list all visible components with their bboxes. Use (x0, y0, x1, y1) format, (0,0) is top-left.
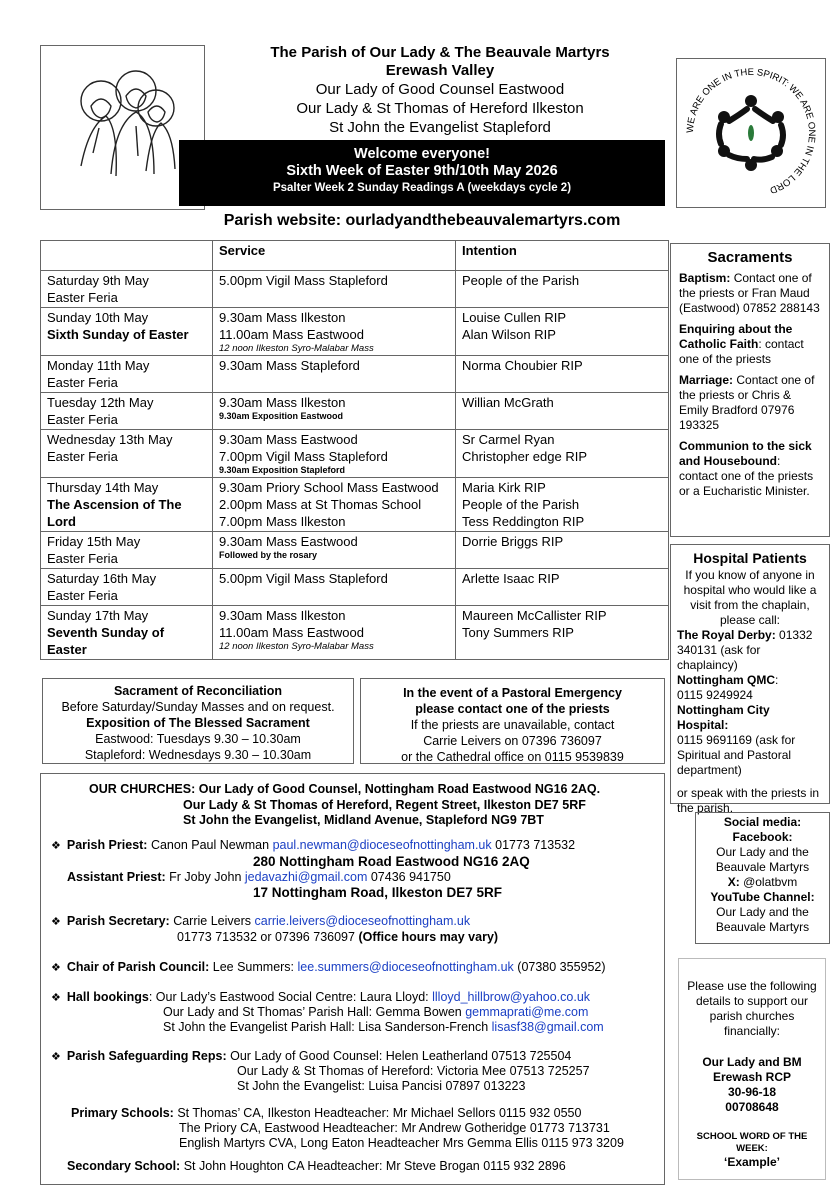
primary-schools-line-3: English Martyrs CVA, Long Eaton Headteacher Mrs Gemma Ellis 0115 973 3209 (179, 1136, 624, 1150)
sacraments-box (670, 243, 830, 537)
service-cell (213, 606, 456, 660)
hall2-text: Our Lady and St Thomas’ Parish Hall: Gemma Bowen (163, 1005, 462, 1019)
day-cell (41, 393, 213, 430)
intention-item: Norma Choubier RIP (462, 358, 583, 373)
service-note: 12 noon Ilkeston Syro-Malabar Mass (219, 343, 374, 354)
intention-item: Louise Cullen RIP (462, 310, 567, 325)
finance-box (678, 958, 826, 1180)
hall3-email-link[interactable]: lisasf38@gmail.com (491, 1020, 604, 1034)
exposition-title: Exposition of The Blessed Sacrament (86, 716, 310, 730)
pp-label: Parish Priest: (66, 838, 148, 852)
derby-text: 01332 340131 (ask for chaplaincy) (677, 628, 813, 672)
table-row (41, 271, 669, 308)
service-item: 7.00pm Vigil Mass Stapleford (219, 449, 388, 464)
intention-cell (456, 430, 669, 478)
intention-item: Arlette Isaac RIP (462, 571, 560, 586)
assistant-priest-line (67, 870, 451, 885)
qmc-text: 0115 9249924 (677, 688, 753, 702)
account-name: Our Lady and BM Erewash RCP (702, 1055, 802, 1084)
day-label: Sunday 10th May (47, 310, 149, 325)
service-cell (213, 430, 456, 478)
chair-label: Chair of Parish Council: (66, 960, 210, 974)
ap-address: 17 Nottingham Road, Ilkeston DE7 5RF (253, 885, 503, 900)
col-header-day (41, 241, 213, 271)
day-cell (41, 356, 213, 393)
intention-item: Dorrie Briggs RIP (462, 534, 564, 549)
welcome-banner (179, 140, 665, 206)
feast-label: Seventh Sunday of Easter (47, 625, 165, 657)
region-name: Erewash Valley (385, 62, 495, 79)
schedule-body (41, 271, 669, 660)
feast-label: Easter Feria (47, 290, 118, 305)
x-handle[interactable]: @olatbvm (743, 875, 798, 889)
primary-schools-line-1 (71, 1106, 581, 1121)
x-line (700, 875, 825, 890)
facebook-link[interactable]: Our Lady and the Beauvale Martyrs (715, 845, 810, 874)
sacrament-marriage (679, 373, 821, 433)
bullet-icon: ❖ (51, 1051, 61, 1063)
hall1-email-link[interactable]: llloyd_hillbrow@yahoo.co.uk (432, 990, 591, 1004)
churches-contacts-box (40, 773, 665, 1185)
ap-name: Fr Joby John (169, 870, 242, 884)
school-word: ‘Example’ (723, 1155, 781, 1169)
sec-email-link[interactable]: carrie.leivers@dioceseofnottingham.uk (254, 914, 471, 928)
parish-secretary-line (51, 914, 470, 930)
social-media-box (695, 812, 830, 944)
baptism-label: Baptism: (679, 271, 731, 285)
service-item: 5.00pm Vigil Mass Stapleford (219, 273, 388, 288)
table-header-row (41, 241, 669, 271)
intention-item: Maria Kirk RIP (462, 480, 546, 495)
hall-line-1 (51, 990, 590, 1006)
service-note: 12 noon Ilkeston Syro-Malabar Mass (219, 641, 374, 652)
emergency-line-2: Carrie Leivers on 07396 736097 (423, 734, 602, 748)
church-eastwood: Our Lady of Good Counsel Eastwood (315, 81, 565, 98)
intention-item: Christopher edge RIP (462, 449, 588, 464)
service-cell (213, 356, 456, 393)
secondary-school-line (67, 1159, 566, 1174)
hospital-box (670, 544, 830, 815)
day-cell (41, 430, 213, 478)
service-item: 9.30am Mass Ilkeston (219, 310, 346, 325)
marriage-text: Contact one of the priests or Chris & Emily Bradford 07976 193325 (679, 373, 815, 432)
sec-hours: (Office hours may vary) (358, 930, 499, 944)
safeguarding-line-3: St John the Evangelist: Luisa Pancisi 07897 013223 (237, 1079, 526, 1093)
intention-item: People of the Parish (462, 273, 580, 288)
enquiring-text: : contact one of the priests (679, 337, 804, 366)
exposition-eastwood: Eastwood: Tuesdays 9.30 – 10.30am (95, 732, 301, 746)
churches-line-3: St John the Evangelist, Midland Avenue, Stapleford NG9 7BT (183, 813, 544, 827)
parish-website[interactable]: Parish website: ourladyandthebeauvalemartyrs.com (223, 212, 621, 229)
sacraments-title: Sacraments (707, 249, 793, 266)
reconciliation-title: Sacrament of Reconciliation (113, 684, 283, 698)
school-word-label: SCHOOL WORD OF THE WEEK: (696, 1131, 808, 1154)
intention-item: Willian McGrath (462, 395, 554, 410)
emergency-title-1: In the event of a Pastoral Emergency (403, 686, 622, 700)
table-row (41, 569, 669, 606)
baptism-text: Contact one of the priests or Fran Maud (Eastwood) 07852 288143 (679, 271, 820, 315)
hall1-text: : Our Lady’s Eastwood Social Centre: Laura Lloyd: (148, 990, 429, 1004)
derby-label: The Royal Derby: (677, 628, 776, 642)
chair-line (51, 960, 606, 976)
hospital-qmc: Nottingham QMC: 0115 9249924 (677, 673, 779, 702)
sec-name: Carrie Leivers (173, 914, 252, 928)
service-item: 9.30am Mass Stapleford (219, 358, 360, 373)
church-stapleford: St John the Evangelist Stapleford (329, 119, 551, 136)
intention-item: Sr Carmel Ryan (462, 432, 555, 447)
city-label: Nottingham City Hospital: (677, 703, 770, 732)
prim1-text: St Thomas’ CA, Ilkeston Headteacher: Mr Michael Sellors 0115 932 0550 (177, 1106, 582, 1120)
service-cell (213, 478, 456, 532)
service-item: 9.30am Priory School Mass Eastwood (219, 480, 439, 495)
x-label: X: (727, 875, 740, 889)
sort-code: 30-96-18 (727, 1085, 777, 1099)
day-cell (41, 532, 213, 569)
service-item: 9.30am Mass Eastwood (219, 432, 358, 447)
intention-item: Tess Reddington RIP (462, 514, 585, 529)
service-note: 9.30am Exposition Eastwood (219, 411, 344, 421)
churches-line-2: Our Lady & St Thomas of Hereford, Regent Street, Ilkeston DE7 5RF (183, 798, 586, 812)
ap-label: Assistant Priest: (67, 870, 166, 884)
sec-label: Parish Secretary: (66, 914, 170, 928)
enquiring-label: Enquiring about the Catholic Faith (679, 322, 793, 351)
day-cell (41, 271, 213, 308)
emergency-title-2: please contact one of the priests (415, 702, 610, 716)
service-item: 9.30am Mass Ilkeston (219, 608, 346, 623)
sacrament-enquiring (679, 322, 821, 367)
prim-label: Primary Schools: (71, 1106, 174, 1120)
account-number: 00708648 (725, 1100, 779, 1114)
day-cell (41, 478, 213, 532)
day-label: Saturday 16th May (47, 571, 157, 586)
feast-label: Sixth Sunday of Easter (47, 327, 189, 342)
day-cell (41, 308, 213, 356)
ap-email-link[interactable]: jedavazhi@gmail.com (244, 870, 368, 884)
hall3-text: St John the Evangelist Parish Hall: Lisa Sanderson-French (163, 1020, 489, 1034)
social-title: Social media: (723, 815, 802, 829)
pp-phone: 01773 713532 (495, 838, 576, 852)
sec-school-label: Secondary School: (67, 1159, 181, 1173)
hospital-city (677, 703, 823, 778)
safeguarding-line-1 (51, 1049, 571, 1065)
intention-cell (456, 478, 669, 532)
feast-label: Easter Feria (47, 449, 118, 464)
intention-cell (456, 569, 669, 606)
hospital-intro: If you know of anyone in hospital who would like a visit from the chaplain, please call: (683, 568, 817, 627)
service-item: 5.00pm Vigil Mass Stapleford (219, 571, 388, 586)
communion-text: : contact one of the priests or a Eucharistic Minister. (679, 454, 814, 498)
city-text: 0115 9691169 (ask for Spiritual and Pastoral department) (677, 733, 796, 777)
service-cell (213, 569, 456, 606)
table-row (41, 430, 669, 478)
circle-of-people-logo-icon (677, 59, 825, 207)
intention-item: Maureen McCallister RIP (462, 608, 607, 623)
feast-label: Easter Feria (47, 551, 118, 566)
reconciliation-box (42, 678, 354, 764)
chair-email-link[interactable]: lee.summers@dioceseofnottingham.uk (297, 960, 514, 974)
hospital-derby (677, 628, 823, 673)
parish-header (210, 44, 670, 137)
day-label: Monday 11th May (47, 358, 150, 373)
service-item: 2.00pm Mass at St Thomas School (219, 497, 422, 512)
chair-phone: (07380 355952) (517, 960, 606, 974)
feast-label: The Ascension of The Lord (47, 497, 182, 529)
chair-name: Lee Summers: (212, 960, 295, 974)
bullet-icon: ❖ (51, 840, 61, 852)
bullet-icon: ❖ (51, 916, 61, 928)
table-row (41, 393, 669, 430)
safe-label: Parish Safeguarding Reps: (66, 1049, 227, 1063)
hospital-title: Hospital Patients (693, 550, 807, 566)
sec-phones: 01773 713532 or 07396 736097 (177, 930, 355, 944)
service-cell (213, 393, 456, 430)
service-item: 7.00pm Mass Ilkeston (219, 514, 346, 529)
intention-cell (456, 308, 669, 356)
intention-item: Tony Summers RIP (462, 625, 574, 640)
youtube-link[interactable]: Our Lady and the Beauvale Martyrs (715, 905, 810, 934)
primary-schools-line-2: The Priory CA, Eastwood Headteacher: Mr Andrew Gotheridge 01773 713731 (179, 1121, 610, 1135)
parish-name: The Parish of Our Lady & The Beauvale Martyrs (270, 44, 610, 61)
intention-cell (456, 271, 669, 308)
exposition-stapleford: Stapleford: Wednesdays 9.30 – 10.30am (84, 748, 312, 762)
emergency-line-1: If the priests are unavailable, contact (410, 718, 615, 732)
col-header-service: Service (213, 241, 456, 271)
service-cell (213, 532, 456, 569)
feast-label: Easter Feria (47, 412, 118, 427)
pp-email-link[interactable]: paul.newman@dioceseofnottingham.uk (272, 838, 492, 852)
service-item: 11.00am Mass Eastwood (219, 327, 364, 342)
service-item: 9.30am Mass Eastwood (219, 534, 358, 549)
welcome-text: Welcome everyone! (354, 146, 490, 162)
bullet-icon: ❖ (51, 962, 61, 974)
finance-intro: Please use the following details to support our parish churches financially: (687, 979, 817, 1038)
hall2-email-link[interactable]: gemmaprati@me.com (465, 1005, 589, 1019)
unity-logo (676, 58, 826, 208)
service-item: 9.30am Mass Ilkeston (219, 395, 346, 410)
intention-cell (456, 606, 669, 660)
safeguarding-line-2: Our Lady & St Thomas of Hereford: Victoria Mee 07513 725257 (237, 1064, 590, 1078)
emergency-box (360, 678, 665, 764)
hall-label: Hall bookings (66, 990, 149, 1004)
table-row (41, 606, 669, 660)
hall-line-3 (163, 1020, 604, 1035)
service-note: 9.30am Exposition Stapleford (219, 465, 346, 475)
communion-label: Communion to the sick and Housebound (679, 439, 812, 468)
emergency-line-3: or the Cathedral office on 0115 9539839 (401, 750, 624, 764)
day-cell (41, 569, 213, 606)
psalter-text: Psalter Week 2 Sunday Readings A (weekdays cycle 2) (272, 182, 572, 194)
churches-line-1: OUR CHURCHES: Our Lady of Good Counsel, Nottingham Road Eastwood NG16 2AQ. (89, 782, 601, 796)
day-cell (41, 606, 213, 660)
reconciliation-line: Before Saturday/Sunday Masses and on request. (61, 700, 335, 714)
intention-cell (456, 393, 669, 430)
marriage-label: Marriage: (679, 373, 734, 387)
ap-phone: 07436 941750 (370, 870, 451, 884)
church-ilkeston: Our Lady & St Thomas of Hereford Ilkeston (296, 100, 584, 117)
day-label: Sunday 17th May (47, 608, 149, 623)
intention-cell (456, 356, 669, 393)
day-label: Friday 15th May (47, 534, 141, 549)
intention-item: People of the Parish (462, 497, 580, 512)
table-row (41, 532, 669, 569)
bullet-icon: ❖ (51, 992, 61, 1004)
pp-name: Canon Paul Newman (150, 838, 270, 852)
logo-ring-textpath: WE ARE ONE IN THE SPIRIT: WE ARE ONE IN THE LORD (684, 66, 818, 196)
intention-cell (456, 532, 669, 569)
feast-label: Easter Feria (47, 588, 118, 603)
service-note: Followed by the rosary (219, 550, 318, 560)
day-label: Wednesday 13th May (47, 432, 173, 447)
safe1-text: Our Lady of Good Counsel: Helen Leatherland 07513 725504 (230, 1049, 572, 1063)
parish-priest-line (51, 838, 575, 854)
table-row (41, 478, 669, 532)
table-row (41, 356, 669, 393)
pp-address: 280 Nottingham Road Eastwood NG16 2AQ (253, 854, 530, 869)
hospital-outro: or speak with the priests in the parish. (677, 786, 820, 815)
day-label: Saturday 9th May (47, 273, 149, 288)
table-row (41, 308, 669, 356)
youtube-label: YouTube Channel: (710, 890, 815, 904)
mass-schedule-table (40, 240, 669, 660)
service-item: 11.00am Mass Eastwood (219, 625, 364, 640)
feast-label: Easter Feria (47, 375, 118, 390)
service-cell (213, 308, 456, 356)
sec-school-text: St John Houghton CA Headteacher: Mr Steve Brogan 0115 932 2896 (183, 1159, 566, 1173)
facebook-label: Facebook: (732, 830, 793, 844)
qmc-label: Nottingham QMC (677, 673, 775, 687)
week-title: Sixth Week of Easter 9th/10th May 2026 (286, 163, 558, 179)
col-header-intention: Intention (456, 241, 669, 271)
hall-line-2 (163, 1005, 588, 1020)
service-cell (213, 271, 456, 308)
sacrament-baptism (679, 271, 821, 316)
sec-phones-line (177, 930, 498, 945)
intention-item: Alan Wilson RIP (462, 327, 556, 342)
day-label: Tuesday 12th May (47, 395, 154, 410)
day-label: Thursday 14th May (47, 480, 159, 495)
sacrament-communion (679, 439, 821, 499)
